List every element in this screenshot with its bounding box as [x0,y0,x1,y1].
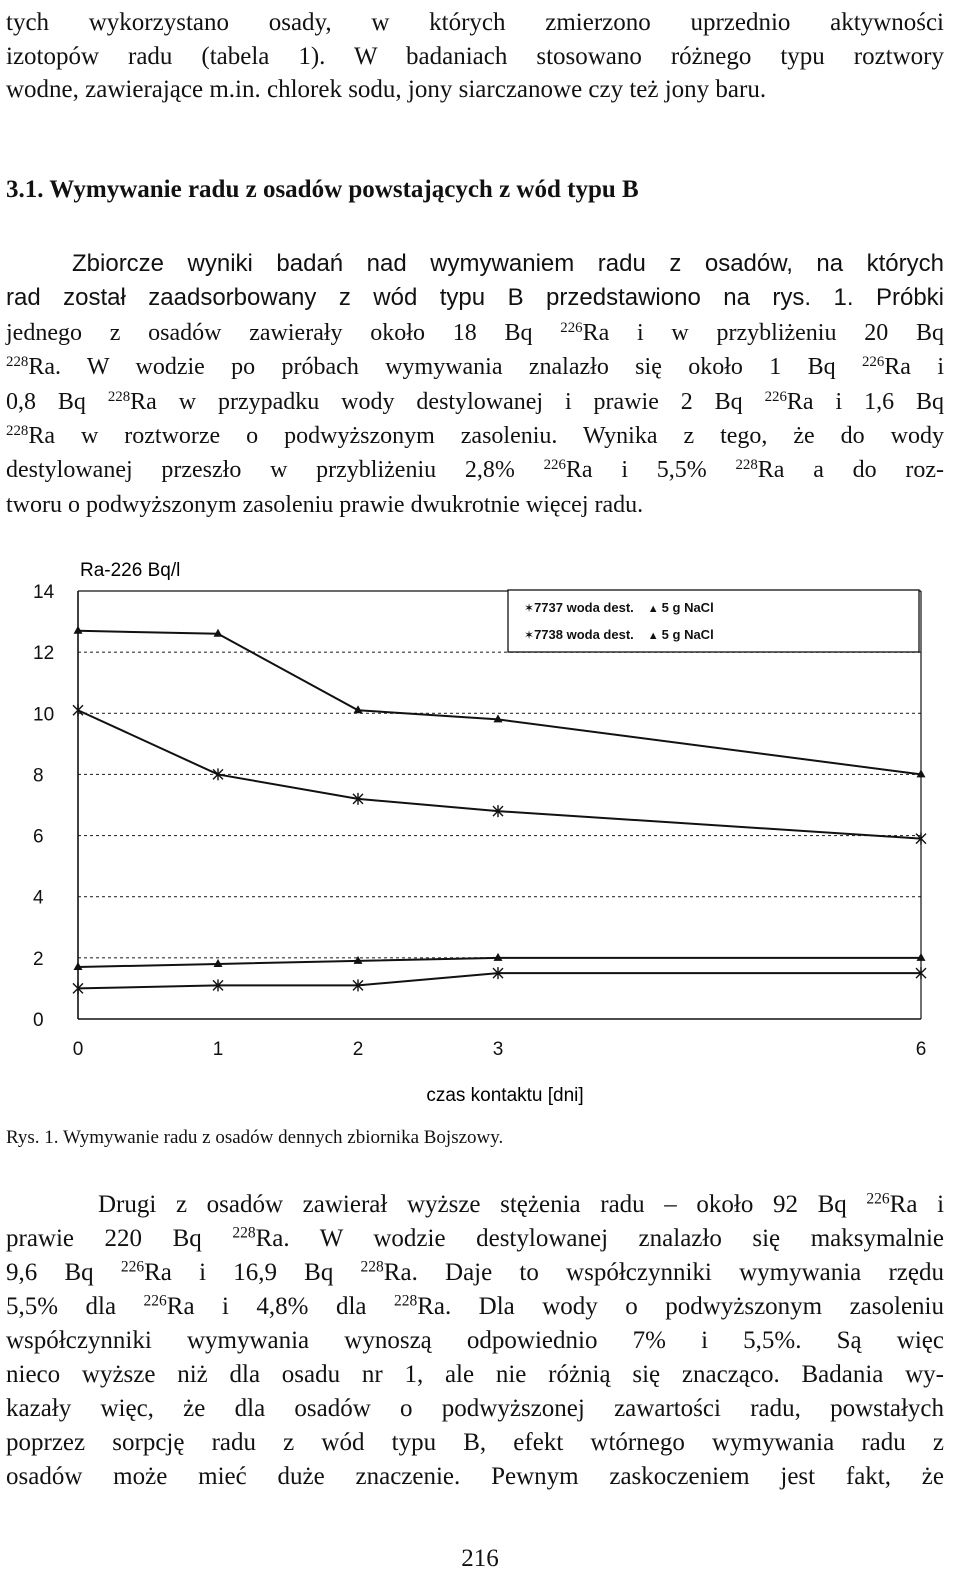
y-tick-label: 0 [33,1010,44,1031]
text-line: $^{228}$Ra w roztworze o podwyższonym zasoleniu. Wynika z tego, że do wody [6,422,944,450]
y-tick-label: 12 [33,643,55,665]
text-line: tych wykorzystano osady, w których zmierzono uprzednio aktywności [6,9,944,36]
y-tick-label: 4 [33,887,44,909]
text-line: współczynniki wymywania wynoszą odpowiednio 7% i 5,5%. Są więc [6,1327,944,1354]
legend-entry-2: ✶7738 woda dest. ▲ 5 g NaCl [524,627,714,642]
x-tick-label: 1 [212,1039,224,1060]
y-tick-labels [33,582,55,1031]
y-tick-label: 14 [33,582,55,603]
axes [78,591,921,1019]
data-point [494,953,503,961]
text-line: wodne, zawierające m.in. chlorek sodu, jony siarczanowe czy też jony baru. [6,76,767,104]
leaching-line-chart [0,545,960,1105]
x-tick-label: 0 [72,1039,84,1060]
chart-title: Ra-226 Bq/l [80,560,181,581]
text-line: destylowanej przeszło w przybliżeniu 2,8% $^{226}$Ra i 5,5% $^{228}$Ra a do roz- [6,457,944,484]
text-line: 5,5% dla $^{226}$Ra i 4,8% dla $^{228}$Ra. Dla wody o podwyższonym zasoleniu [6,1292,944,1320]
text-line: 0,8 Bq $^{228}$Ra w przypadku wody destylowanej i prawie 2 Bq $^{226}$Ra i 1,6 Bq [6,388,944,415]
y-tick-label: 10 [33,704,55,726]
x-tick-labels [73,1039,927,1060]
legend-entry-1: ✶7737 woda dest. ▲ 5 g NaCl [524,600,714,615]
text-line: kazały więc, że dla osadów o podwyższonej zawartości radu, powstałych [6,1395,944,1422]
text-line: prawie 220 Bq $^{228}$Ra. W wodzie destylowanej znalazło się maksymalnie [6,1224,944,1252]
y-tick-label: 8 [33,765,44,787]
text-line: Zbiorcze wyniki badań nad wymywaniem radu z osadów, na których [72,250,944,277]
text-line: nieco wyższe niż dla osadu nr 1, ale nie różnią się znacząco. Badania wy- [6,1361,944,1388]
text-line: rad został zaadsorbowany z wód typu B przedstawiono na rys. 1. Próbki [6,284,944,312]
text-line: poprzez sorpcję radu z wód typu B, efekt wtórnego wymywania radu z [6,1429,944,1456]
text-line: 9,6 Bq $^{226}$Ra i 16,9 Bq $^{228}$Ra. Daje to współczynniki wymywania rzędu [6,1258,944,1286]
text-line: tworu o podwyższonym zasoleniu prawie dwukrotnie więcej radu. [6,491,644,518]
data-point [73,704,83,716]
intro-paragraph [6,6,944,107]
figure-caption: Rys. 1. Wymywanie radu z osadów dennych zbiornika Bojszowy. [6,1127,504,1148]
text-line: $^{228}$Ra. W wodzie po próbach wymywania znalazło się około 1 Bq $^{226}$Ra i [6,354,944,381]
section-heading: 3.1. Wymywanie radu z osadów powstających z wód typu B [6,176,639,203]
data-point [74,626,83,634]
text-line: Drugi z osadów zawierał wyższe stężenia radu – około 92 Bq $^{226}$Ra i [98,1190,945,1218]
series-lines [73,626,926,995]
y-tick-label: 6 [33,826,44,848]
x-tick-label: 2 [352,1039,364,1060]
x-tick-label: 3 [492,1039,504,1060]
text-line: jednego z osadów zawierały około 18 Bq $^{226}$Ra i w przybliżeniu 20 Bq [6,319,944,346]
second-sediment-paragraph [6,1188,944,1494]
results-paragraph [6,247,944,522]
text-line: izotopów radu (tabela 1). W badaniach stosowano różnego typu roztwory [6,42,944,70]
page-number: 216 [461,1545,499,1572]
x-tick-label: 6 [915,1039,927,1060]
x-axis-label: czas kontaktu [dni] [426,1085,584,1105]
legend [508,590,919,652]
text-line: osadów może mieć duże znaczenie. Pewnym zaskoczeniem jest fakt, że [6,1463,944,1490]
y-tick-label: 2 [33,948,44,970]
